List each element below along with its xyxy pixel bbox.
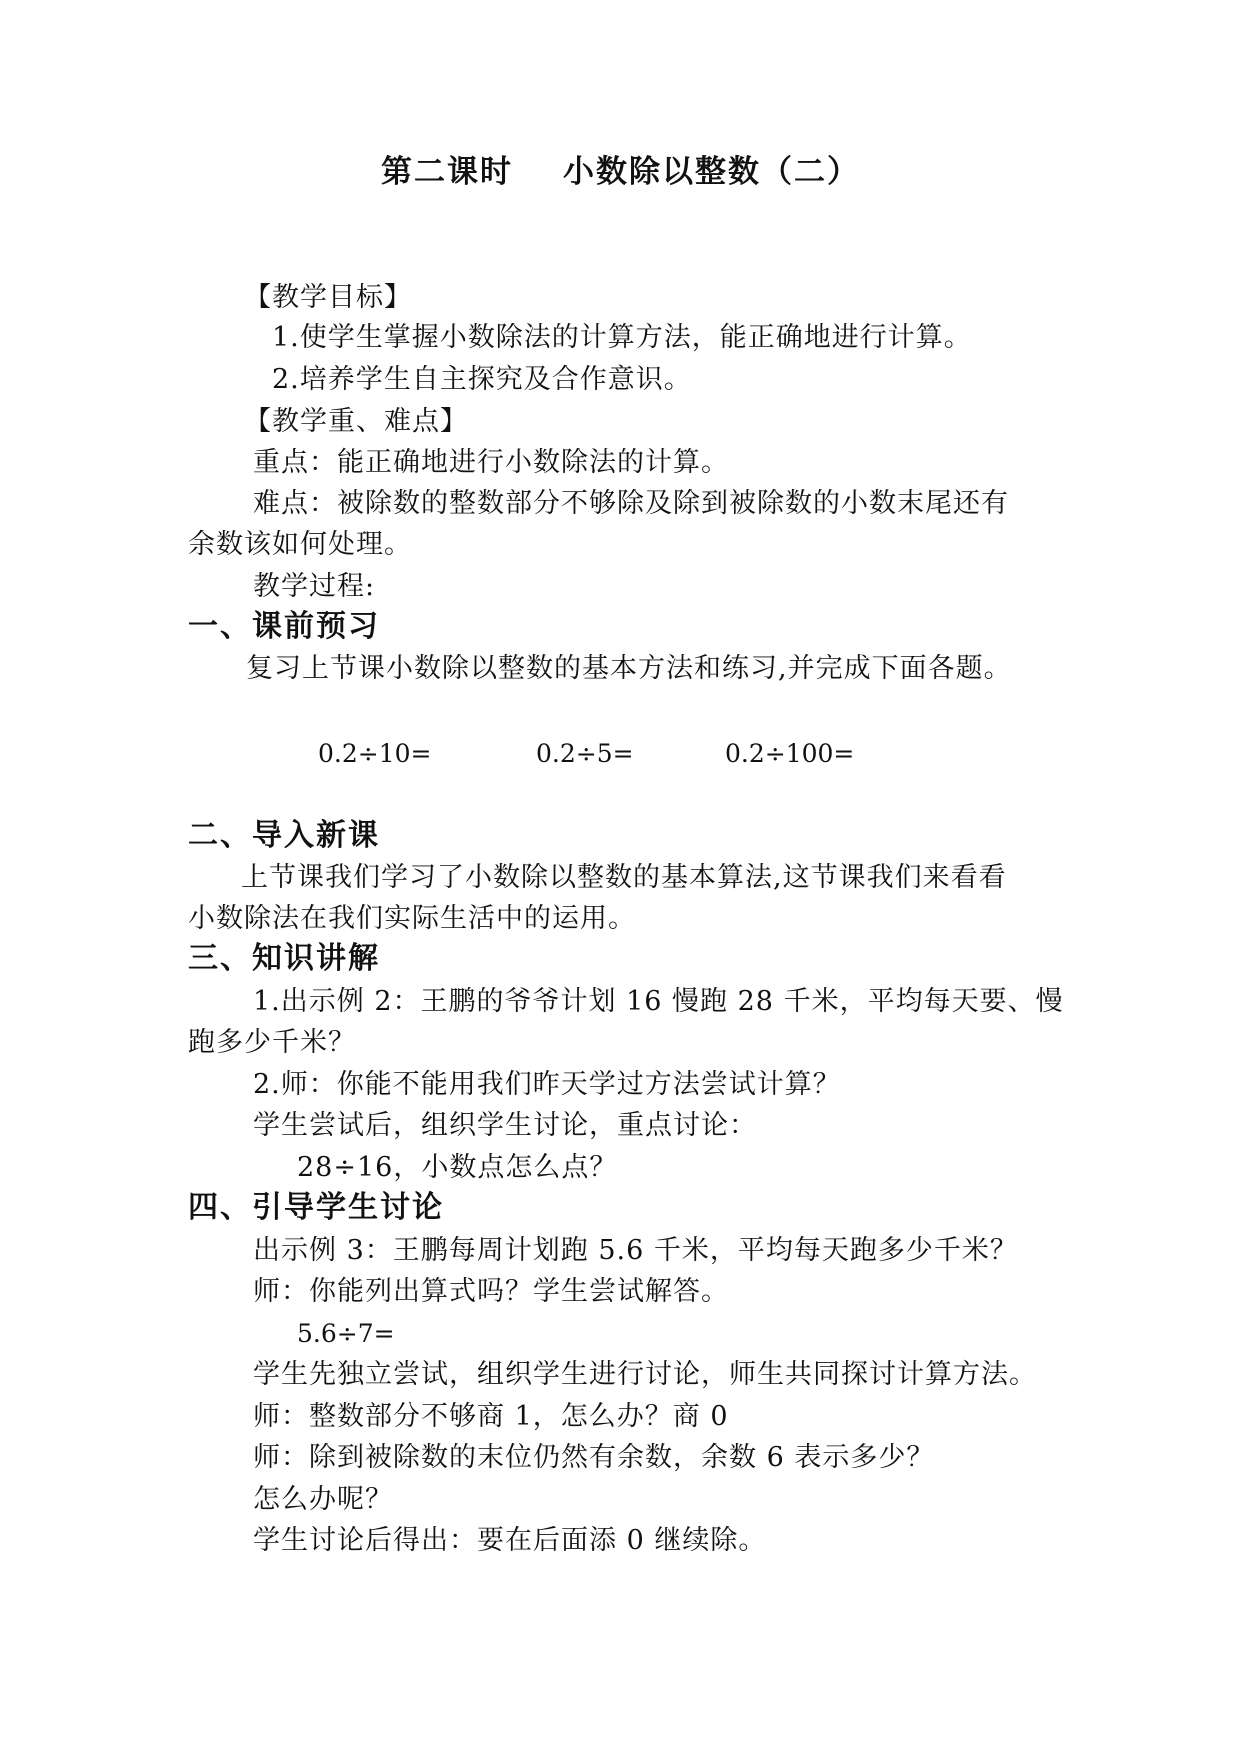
exercise-2: 0.2÷5=	[536, 739, 634, 768]
section2-line2: 小数除法在我们实际生活中的运用。	[188, 903, 636, 934]
title-lesson: 第二课时	[381, 154, 513, 190]
section3-discussion: 学生尝试后，组织学生讨论，重点讨论：	[253, 1110, 757, 1141]
section3-question: 28÷16，小数点怎么点？	[297, 1152, 618, 1183]
page-title	[0, 150, 1241, 194]
key-points-heading: 【教学重、难点】	[244, 406, 468, 437]
objective-item-2: 2.培养学生自主探究及合作意识。	[272, 364, 692, 395]
section3-item1-line1: 1.出示例 2：王鹏的爷爷计划 16 慢跑 28 千米，平均每天要、慢	[253, 986, 1064, 1017]
section3-item2: 2.师：你能不能用我们昨天学过方法尝试计算？	[253, 1069, 841, 1100]
section2-line1: 上节课我们学习了小数除以整数的基本算法,这节课我们来看看	[241, 862, 1007, 893]
section3-heading: 三、知识讲解	[188, 941, 380, 976]
section4-line: 师：除到被除数的末位仍然有余数，余数 6 表示多少？	[253, 1442, 935, 1473]
section2-heading: 二、导入新课	[188, 818, 380, 853]
section4-line: 出示例 3：王鹏每周计划跑 5.6 千米，平均每天跑多少千米？	[253, 1235, 1018, 1266]
difficult-point-line1: 难点：被除数的整数部分不够除及除到被除数的小数末尾还有	[253, 488, 1009, 519]
section3-item1-line2: 跑多少千米？	[188, 1027, 356, 1058]
exercise-3: 0.2÷100=	[725, 739, 855, 768]
difficult-point-line2: 余数该如何处理。	[188, 529, 412, 560]
process-label: 教学过程:	[253, 571, 376, 602]
objectives-heading: 【教学目标】	[244, 282, 412, 313]
section4-heading: 四、引导学生讨论	[188, 1190, 444, 1225]
objective-item-1: 1.使学生掌握小数除法的计算方法，能正确地进行计算。	[272, 322, 972, 353]
section4-line: 学生先独立尝试，组织学生进行讨论，师生共同探讨计算方法。	[253, 1359, 1037, 1390]
exercise-1: 0.2÷10=	[318, 739, 432, 768]
section4-line: 学生讨论后得出：要在后面添 0 继续除。	[253, 1525, 767, 1556]
key-point: 重点：能正确地进行小数除法的计算。	[253, 447, 729, 478]
section1-text: 复习上节课小数除以整数的基本方法和练习,并完成下面各题。	[246, 653, 1012, 684]
section4-line: 怎么办呢？	[253, 1484, 393, 1515]
section1-heading: 一、课前预习	[188, 609, 380, 644]
section4-line: 师：你能列出算式吗？学生尝试解答。	[253, 1276, 729, 1307]
section4-formula: 5.6÷7=	[297, 1319, 395, 1348]
section4-line: 师：整数部分不够商 1，怎么办？商 0	[253, 1401, 729, 1432]
title-topic: 小数除以整数（二）	[563, 154, 860, 190]
